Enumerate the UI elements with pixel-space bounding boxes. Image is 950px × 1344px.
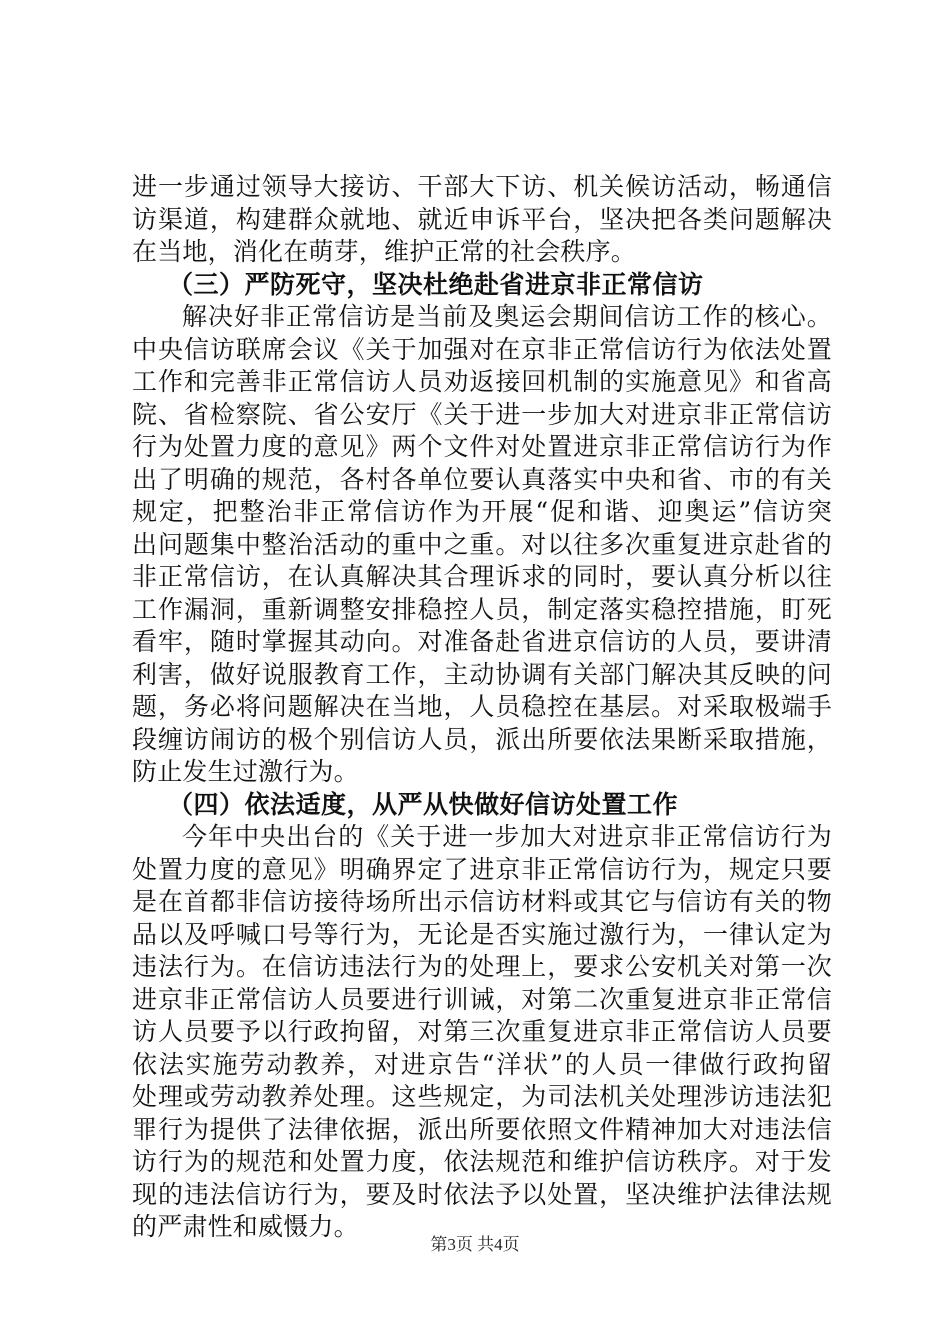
text-line: 进一步通过领导大接访、干部大下访、机关候访活动，畅通信 [132, 172, 832, 201]
text-line: 工作漏洞，重新调整安排稳控人员，制定落实稳控措施，盯死 [132, 594, 832, 624]
text-line: 行为处置力度的意见》两个文件对处置进京非正常信访行为作 [132, 432, 832, 461]
text-line: 在当地，消化在萌芽，维护正常的社会秩序。 [132, 237, 637, 266]
text-line: 规定，把整治非正常信访作为开展“促和谐、迎奥运”信访突 [132, 497, 832, 526]
document-body [132, 171, 832, 1244]
text-line: 处置力度的意见》明确界定了进京非正常信访行为，规定只要 [132, 854, 832, 884]
text-line: 今年中央出台的《关于进一步加大对进京非正常信访行为 [182, 822, 832, 851]
section-heading-4: （四）依法适度，从严从快做好信访处置工作 [168, 789, 679, 819]
text-line: 处理或劳动教养处理。这些规定，为司法机关处理涉访违法犯 [132, 1082, 832, 1111]
text-line: 题，务必将问题解决在当地，人员稳控在基层。对采取极端手 [132, 692, 832, 721]
text-line: 访人员要予以行政拘留，对第三次重复进京非正常信访人员要 [132, 1017, 832, 1046]
text-line: 工作和完善非正常信访人员劝返接回机制的实施意见》和省高 [132, 367, 832, 396]
text-line: 出了明确的规范，各村各单位要认真落实中央和省、市的有关 [132, 464, 832, 494]
text-line: 防止发生过激行为。 [132, 757, 359, 786]
text-line: 解决好非正常信访是当前及奥运会期间信访工作的核心。 [182, 302, 832, 331]
text-line: 看牢，随时掌握其动向。对准备赴省进京信访的人员，要讲清 [132, 627, 832, 656]
text-line: 非正常信访，在认真解决其合理诉求的同时，要认真分析以往 [132, 562, 832, 591]
text-line: 访渠道，构建群众就地、就近申诉平台，坚决把各类问题解决 [132, 204, 832, 234]
section-heading-3: （三）严防死守，坚决杜绝赴省进京非正常信访 [168, 269, 704, 299]
text-line: 罪行为提供了法律依据，派出所要依照文件精神加大对违法信 [132, 1114, 832, 1144]
paragraph-continuation [132, 171, 832, 269]
text-line: 中央信访联席会议《关于加强对在京非正常信访行为依法处置 [132, 334, 832, 364]
text-line: 品以及呼喊口号等行为，无论是否实施过激行为，一律认定为 [132, 919, 832, 949]
page-number-footer: 第3页 共4页 [430, 1235, 520, 1254]
text-line: 段缠访闹访的极个别信访人员，派出所要依法果断采取措施， [132, 724, 832, 754]
text-line: 院、省检察院、省公安厅《关于进一步加大对进京非正常信访 [132, 399, 832, 429]
text-line: 的严肃性和威慑力。 [132, 1212, 359, 1241]
text-line: 访行为的规范和处置力度，依法规范和维护信访秩序。对于发 [132, 1147, 832, 1176]
text-line: 依法实施劳动教养，对进京告“洋状”的人员一律做行政拘留 [132, 1049, 832, 1079]
text-line: 利害，做好说服教育工作，主动协调有关部门解决其反映的问 [132, 659, 832, 689]
text-line: 是在首都非信访接待场所出示信访材料或其它与信访有关的物 [132, 887, 832, 916]
text-line: 现的违法信访行为，要及时依法予以处置，坚决维护法律法规 [132, 1179, 832, 1209]
text-line: 违法行为。在信访违法行为的处理上，要求公安机关对第一次 [132, 952, 832, 981]
text-line: 出问题集中整治活动的重中之重。对以往多次重复进京赴省的 [132, 529, 832, 559]
text-line: 进京非正常信访人员要进行训诫，对第二次重复进京非正常信 [132, 984, 832, 1014]
paragraph-section-4 [132, 821, 832, 1244]
paragraph-section-3 [132, 301, 832, 789]
